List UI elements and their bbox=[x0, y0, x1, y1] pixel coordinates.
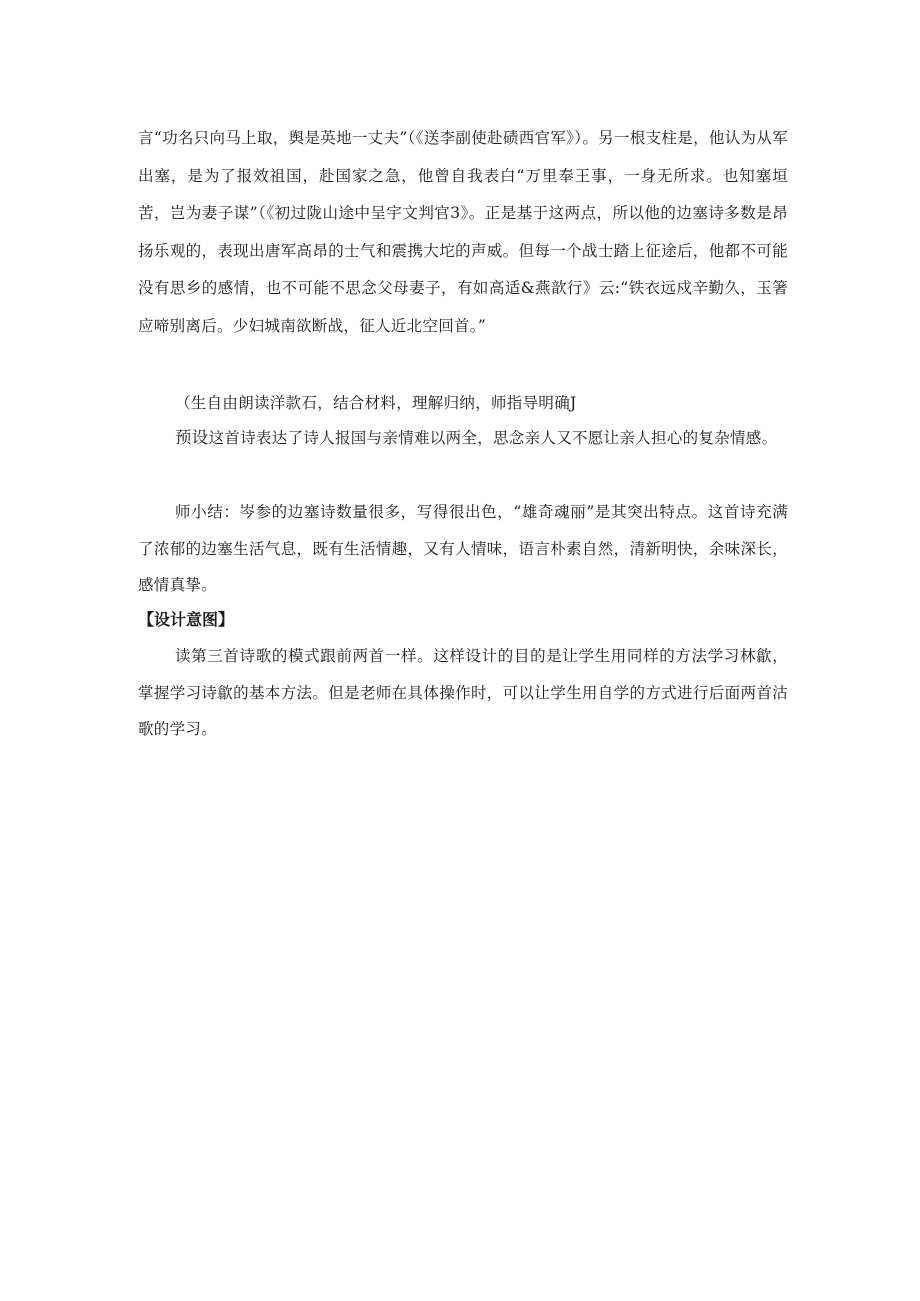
paragraph-cen-shen-background: 言“功名只向马上取，舆是英地一丈夫”（《送李副使赴碛西官军》）。另一根支柱是，他认为从军出塞，是为了报效祖国，赴国家之急，他曾自我表白“万里奉王事，一身无所求。也知塞垣苦，岂为妻子谋”（《初过陇山途中呈宇文判官3》。正是基于这两点，所以他的边塞诗多数是昂扬乐观的，表现出唐军高昂的士气和震携大坨的声威。但每一个战士踏上征途后，他都不可能没有思乡的感情，也不可能不思念父母妻子，有如高适&燕歆行》云:“铁衣远戍辛勤久，玉箸应啼别离后。少妇城南欲断战，征人近北空回首。” bbox=[138, 129, 788, 335]
preset-label: 预设 bbox=[175, 428, 209, 447]
paragraph-preset bbox=[138, 420, 788, 456]
paragraph-reading-instruction: （生自由朗读洋款石，结合材料，理解归纳，师指导明确J bbox=[175, 394, 577, 412]
preset-text: 这首诗表达了诗人报国与亲情难以两全，思念亲人又不愿让亲人担心的复杂情感。 bbox=[208, 429, 778, 447]
paragraph-teacher-summary: 师小结：岑参的边塞诗数量很多，写得很出色，“雄奇魂丽”是其突出特点。这首诗充满了浓郁的边塞生活气息，既有生活情趣，又有人情味，语言朴素自然，清新明快，余味深长，感情真挚。 bbox=[138, 503, 788, 594]
section-heading-design-intent: 【设计意图】 bbox=[138, 610, 235, 629]
paragraph-design-intent: 读第三首诗歌的模式跟前两首一样。这样设计的目的是让学生用同样的方法学习林歙，掌握学习诗歙的基本方法。但是老师在具体操作时，可以让学生用自学的方式进行后面两首沽歌的学习。 bbox=[138, 647, 788, 738]
